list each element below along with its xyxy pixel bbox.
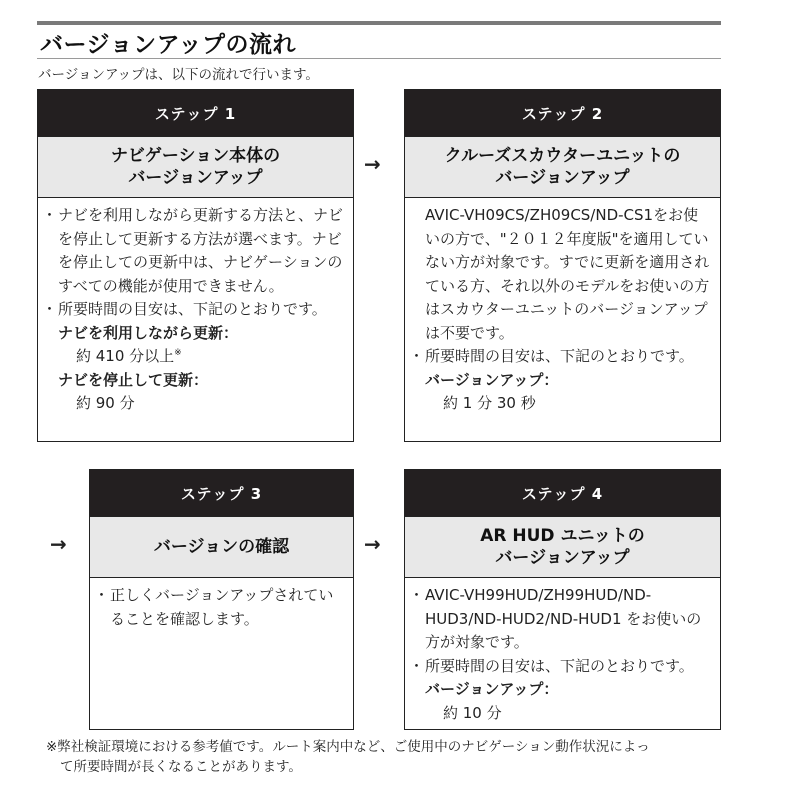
step-1-header: ステップ 1 — [38, 90, 353, 136]
step-3-body — [90, 578, 353, 637]
step-1-body — [38, 198, 353, 422]
step-2-sub-label: バージョンアップ： — [425, 370, 559, 389]
footnote-line-2: て所要時間が長くなることがあります。 — [60, 759, 302, 775]
step-2-sub-value: 約 1 分 30 秒 — [443, 394, 536, 412]
step-4-sub-label: バージョンアップ： — [425, 680, 559, 698]
step-1-card — [37, 89, 354, 442]
page-title: バージョンアップの流れ — [40, 32, 296, 58]
step-1-subtitle: ナビゲーション本体の バージョンアップ — [38, 136, 353, 198]
step-4-bullet-2: ・ 所要時間の目安は、下記のとおりです。 — [413, 655, 712, 679]
step-4-body — [405, 578, 720, 731]
step-4-header: ステップ 4 — [405, 470, 720, 516]
footnote-line-1: ※弊社検証環境における参考値です。ルート案内中など、ご使用中のナビゲーション動作状況によっ — [46, 739, 650, 755]
step-3-header: ステップ 3 — [90, 470, 353, 516]
intro-text: バージョンアップは、以下の流れで行います。 — [38, 67, 319, 83]
step-1-sub1-label: ナビを利用しながら更新： — [58, 323, 239, 342]
footnote-mark: ※ — [174, 348, 182, 358]
step-1-sub2-label: ナビを停止して更新： — [58, 370, 209, 389]
step-3-card — [89, 469, 354, 730]
step-1-sub1-value: 約 410 分以上 — [76, 347, 175, 365]
footnote — [46, 737, 726, 777]
step-4-sub-value: 約 10 分 — [443, 703, 502, 722]
step-2-header: ステップ 2 — [405, 90, 720, 136]
step-3-subtitle: バージョンの確認 — [90, 516, 353, 578]
step-4-subtitle: AR HUD ユニットの バージョンアップ — [405, 516, 720, 578]
arrow-right-icon: → — [364, 532, 381, 556]
step-2-bullet-1: ・ 所要時間の目安は、下記のとおりです。 — [413, 345, 712, 369]
step-2-subtitle: クルーズスカウターユニットの バージョンアップ — [405, 136, 720, 198]
step-4-bullet-1: ・ AVIC-VH99HUD/ZH99HUD/ND-HUD3/ND-HUD2/ND-HUD1 をお使いの方が対象です。 — [413, 584, 712, 655]
arrow-right-icon: → — [364, 152, 381, 176]
step-2-paragraph: AVIC-VH09CS/ZH09CS/ND-CS1をお使いの方で、"２０１２年度版"を適用していない方が対象です。すでに更新を適用されている方、それ以外のモデルをお使いの方はスカウターユニットのバージョンアップは不要です。 — [425, 206, 710, 342]
step-3-bullet-1: ・ 正しくバージョンアップされていることを確認します。 — [98, 584, 345, 631]
step-2-body — [405, 198, 720, 422]
title-underline — [37, 58, 721, 59]
top-rule — [37, 21, 721, 25]
step-1-sub1-row — [46, 345, 345, 369]
step-1-bullet-1: ・ ナビを利用しながら更新する方法と、ナビを停止して更新する方法が選べます。ナビを停止しての更新中は、ナビゲーションのすべての機能が使用できません。 — [46, 204, 345, 298]
step-1-bullet-2: ・ 所要時間の目安は、下記のとおりです。 — [46, 298, 345, 322]
step-1-sub2-value: 約 90 分 — [76, 394, 135, 412]
step-2-card — [404, 89, 721, 442]
step-4-card — [404, 469, 721, 730]
arrow-right-icon: → — [50, 532, 67, 556]
